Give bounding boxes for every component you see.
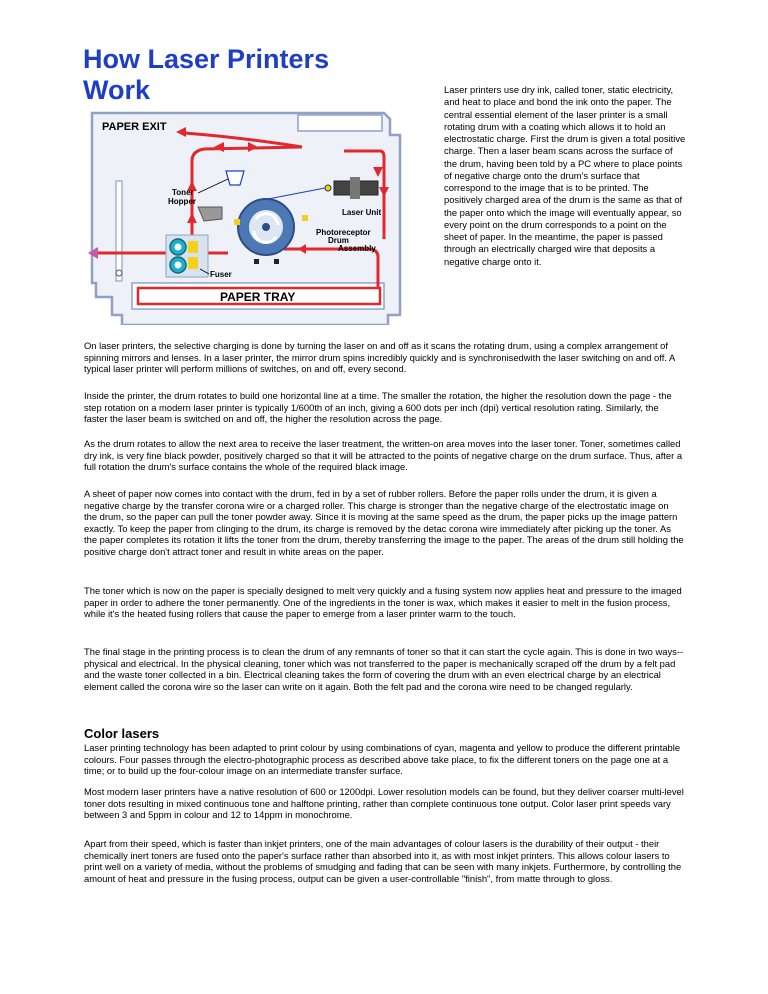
paper-tray bbox=[132, 283, 384, 309]
intro-paragraph: Laser printers use dry ink, called toner, static electricity, and heat to place and bond the ink onto the paper. The central essential element of the laser printer is a small rotating drum with a coating which allows it to hold an electrostatic charge. First the drum is given a total positive charge. Then a laser beam scans across the surface of the drum, having been told by a PC where to place points of negative charge onto the drum's surface that correspond to the image that is to be printed. The positively charged area of the drum is the same as that of the paper onto which the image will eventually appear, so every point on the drum corresponds to a point on the sheet of paper. In the meantime, the paper is passed through an electrically charged wire that deposits a negative charge onto it. bbox=[444, 84, 686, 267]
paragraph: As the drum rotates to allow the next area to receive the laser treatment, the written-on area moves into the laser toner. Toner, sometimes called dry ink, is very fine black powder, positively charged so that it will be attracted to the points of negative charge on the drum surface. Thus, after a full rotation the drum's surface contains the whole of the required black image. bbox=[84, 438, 683, 473]
paragraph: A sheet of paper now comes into contact with the drum, fed in by a set of rubber rollers. Before the paper rolls under the drum, it is given a negative charge by the transfer corona wire or a charged roller. This charge is stronger than the negative charge of the electrostatic image on the drum, so the paper can pull the toner powder away. Since it is moving at the same speed as the drum, the paper picks up the image pattern exactly. To keep the paper from clinging to the drum, its charge is removed by the detac corona wire immediately after picking up the toner. As the paper completes its rotation it lifts the toner from the drum, thereby transferring the image to the paper. The areas of the drum still holding the positive charge don't attract toner and result in white areas on the paper. bbox=[84, 488, 684, 557]
paragraph: The toner which is now on the paper is specially designed to melt very quickly and a fusing system now applies heat and pressure to the imaged paper in order to adhere the toner permanently. One of the ingredients in the toner is wax, which makes it easier to melt in the fusion process, while it's the heated fusing rollers that cause the paper to emerge from a laser printer warm to the touch. bbox=[84, 585, 682, 620]
paragraph: The final stage in the printing process is to clean the drum of any remnants of toner so that it can start the cycle again. This is done in two ways--physical and electrical. In the physical cleaning, toner which was not transferred to the paper is mechanically scraped off the drum by a felt pad and the waste toner collected in a bin. Electrical cleaning takes the form of covering the drum with an even electrical charge by an electrical element called the corona wire so the laser can write on it again. Both the felt pad and the corona wire need to be changed regularly. bbox=[84, 646, 684, 692]
color-lasers-heading: Color lasers bbox=[84, 726, 160, 741]
paragraph: Most modern laser printers have a native resolution of 600 or 1200dpi. Lower resolution models can be found, but they deliver coarser multi-level toner dots resulting in mixed continuous tone and halftone printing, rather than complete continuous tone output. Color laser print speeds vary between 3 and 5ppm in colour and 12 to 14ppm in monochrome. bbox=[84, 786, 684, 821]
toner-hopper-label-1: Toner bbox=[172, 188, 194, 197]
fuser-label: Fuser bbox=[210, 270, 232, 279]
page-title: How Laser Printers Work bbox=[83, 44, 330, 105]
toner-hopper-label-2: Hopper bbox=[168, 197, 196, 206]
paper-exit-label: PAPER EXIT bbox=[102, 121, 167, 133]
paragraph: Apart from their speed, which is faster than inkjet printers, one of the main advantages of colour lasers is the durability of their output - their chemically inert toners are fused onto the paper's surface rather than absorbed into it, as with most inkjet printers. This allows colour lasers to print well on a variety of media, without the problems of smudging and fading that can be seen with many inkjets. Furthermore, by controlling the amount of heat and pressure in the fusing process, output can be given a user-controllable "finish", from matte through to gloss. bbox=[84, 838, 682, 884]
paragraph: Laser printing technology has been adapted to print colour by using combinations of cyan, magenta and yellow to produce the different printable colours. Four passes through the electro-photographic process as described above take place, to fix the different toners on the page one at a time; or to build up the four-colour image on an intermediate transfer surface. bbox=[84, 742, 681, 777]
paragraph: On laser printers, the selective charging is done by turning the laser on and off as it scans the rotating drum, using a complex arrangement of spinning mirrors and lenses. In a laser printer, the mirror drum spins incredibly quickly and is synchronisedwith the laser switching on and off. A typical laser printer will perform millions of switches, on and off, every second. bbox=[84, 340, 675, 375]
photoreceptor-label-1: Photoreceptor bbox=[316, 228, 371, 237]
paper-tray-label: PAPER TRAY bbox=[220, 290, 296, 304]
laser-printer-diagram bbox=[88, 107, 408, 325]
laser-unit-label: Laser Unit bbox=[342, 208, 382, 217]
paragraph: Inside the printer, the drum rotates to build one horizontal line at a time. The smaller the rotation, the higher the resolution down the page - the step rotation on a modern laser printer is typically 1/600th of an inch, giving a 600 dots per inch (dpi) vertical resolution rating. Similarly, the faster the laser beam is switched on and off, the higher the resolution across the page. bbox=[84, 390, 672, 425]
photoreceptor-label-2: Drum bbox=[328, 236, 349, 245]
photoreceptor-label-3: Assembly bbox=[338, 244, 376, 253]
